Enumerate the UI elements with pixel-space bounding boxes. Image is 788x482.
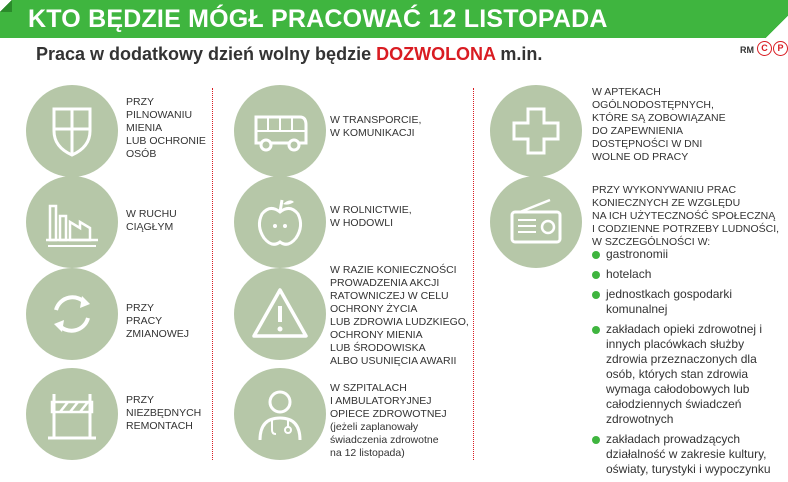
credit-rm: RM (740, 45, 754, 55)
shield-icon-circle (26, 85, 118, 177)
column-divider-1 (212, 88, 213, 460)
doctor-icon-circle (234, 368, 326, 460)
label-line: W TRANSPORCIE, (330, 114, 422, 126)
label-line: RATOWNICZEJ W CELU (330, 290, 449, 302)
subtitle-highlight: DOZWOLONA (376, 44, 496, 64)
label-pharmacies (592, 86, 726, 164)
credit-c-logo: C (757, 41, 772, 56)
label-line: NIEZBĘDNYCH (126, 407, 202, 419)
label-line: KONIECZNYCH ZE WZGLĘDU (592, 197, 741, 209)
label-line: W KOMUNIKACJI (330, 127, 415, 139)
label-line: WOLNE OD PRACY (592, 151, 689, 163)
label-line: W APTEKACH (592, 86, 661, 98)
label-line: OGÓLNODOSTĘPNYCH, (592, 99, 714, 111)
credit-logo (757, 41, 788, 56)
label-line: W SZCZEGÓLNOŚCI W: (592, 236, 711, 248)
label-hospitals (330, 382, 447, 460)
label-line: PRZY WYKONYWANIU PRAC (592, 184, 737, 196)
label-protection (126, 96, 206, 161)
apple-icon (250, 192, 310, 252)
bus-icon (250, 101, 310, 161)
radio-icon-circle (490, 176, 582, 268)
factory-icon (42, 192, 102, 252)
factory-icon-circle (26, 176, 118, 268)
list-item: zakładach opieki zdrowotnej i innych placówkach służby zdrowia przeznaczonych dla osób, których stan zdrowia wymaga całodobowych lub całodziennych świadczeń zdrowotnych (592, 322, 784, 427)
barrier-icon (42, 384, 102, 444)
recycle-arrows-icon-circle (26, 268, 118, 360)
label-line: OCHRONY MIENIA (330, 329, 423, 341)
label-line: LUB OCHRONIE (126, 135, 206, 147)
sector-list (592, 247, 784, 482)
label-line: W RUCHU (126, 208, 177, 220)
label-line: MIENIA (126, 122, 163, 134)
bus-icon-circle (234, 85, 326, 177)
warning-icon (250, 284, 310, 344)
label-line: OCHRONY ŻYCIA (330, 303, 418, 315)
label-line: PRZY (126, 394, 155, 406)
label-line: PRZY (126, 96, 155, 108)
subtitle (36, 44, 542, 65)
pharmacy-cross-icon-circle (490, 85, 582, 177)
label-line: I AMBULATORYJNEJ (330, 395, 432, 407)
label-line: LUB ZDROWIA LUDZKIEGO, (330, 316, 469, 328)
label-line: PRZY (126, 302, 155, 314)
label-line: CIĄGŁYM (126, 221, 174, 233)
label-line: PILNOWANIU (126, 109, 193, 121)
label-line: NA ICH UŻYTECZNOŚĆ SPOŁECZNĄ (592, 210, 776, 222)
label-line: W SZPITALACH (330, 382, 407, 394)
label-line: PROWADZENIA AKCJI (330, 277, 440, 289)
recycle-arrows-icon (42, 284, 102, 344)
header-banner (0, 0, 788, 38)
label-line: REMONTACH (126, 420, 193, 432)
header-fold-decoration (0, 0, 12, 12)
label-line: (jeżeli zaplanowały (330, 421, 419, 433)
subtitle-suffix: m.in. (495, 44, 543, 64)
credit-p-logo: P (773, 41, 788, 56)
radio-icon (506, 192, 566, 252)
label-line: PRACY (126, 315, 163, 327)
label-agriculture (330, 204, 412, 230)
apple-icon-circle (234, 176, 326, 268)
label-transport (330, 114, 421, 140)
header-corner-decoration (766, 16, 788, 38)
label-line: W RAZIE KONIECZNOŚCI (330, 264, 457, 276)
column-divider-2 (473, 88, 474, 460)
label-line: DOSTĘPNOŚCI W DNI (592, 138, 703, 150)
label-line: DO ZAPEWNIENIA (592, 125, 684, 137)
label-line: świadczenia zdrowotne (330, 434, 439, 446)
label-repairs (126, 394, 201, 433)
label-line: KTÓRE SĄ ZOBOWIĄZANE (592, 112, 726, 124)
page-title: KTO BĘDZIE MÓGŁ PRACOWAĆ 12 LISTOPADA (28, 5, 608, 33)
doctor-icon (250, 384, 310, 444)
barrier-icon-circle (26, 368, 118, 460)
label-line: ZMIANOWEJ (126, 328, 189, 340)
label-line: na 12 listopada) (330, 447, 405, 459)
warning-icon-circle (234, 268, 326, 360)
list-item: zakładach prowadzących działalność w zakresie kultury, oświaty, turystyki i wypoczynku (592, 432, 784, 477)
label-line: W ROLNICTWIE, (330, 204, 412, 216)
label-line: W HODOWLI (330, 217, 393, 229)
pharmacy-cross-icon (506, 101, 566, 161)
list-item: jednostkach gospodarki komunalnej (592, 287, 784, 317)
label-continuous (126, 208, 177, 234)
label-line: LUB ŚRODOWISKA (330, 342, 426, 354)
list-item: gastronomii (592, 247, 784, 262)
list-item: hotelach (592, 267, 784, 282)
shield-icon (42, 101, 102, 161)
label-line: OSÓB (126, 148, 157, 160)
label-line: I CODZIENNE POTRZEBY LUDNOŚCI, (592, 223, 780, 235)
label-line: OPIECE ZDROWOTNEJ (330, 408, 447, 420)
label-rescue (330, 264, 469, 368)
label-shift-work (126, 302, 189, 341)
label-public-works (592, 184, 779, 249)
subtitle-prefix: Praca w dodatkowy dzień wolny będzie (36, 44, 377, 64)
label-line: ALBO USUNIĘCIA AWARII (330, 355, 457, 367)
